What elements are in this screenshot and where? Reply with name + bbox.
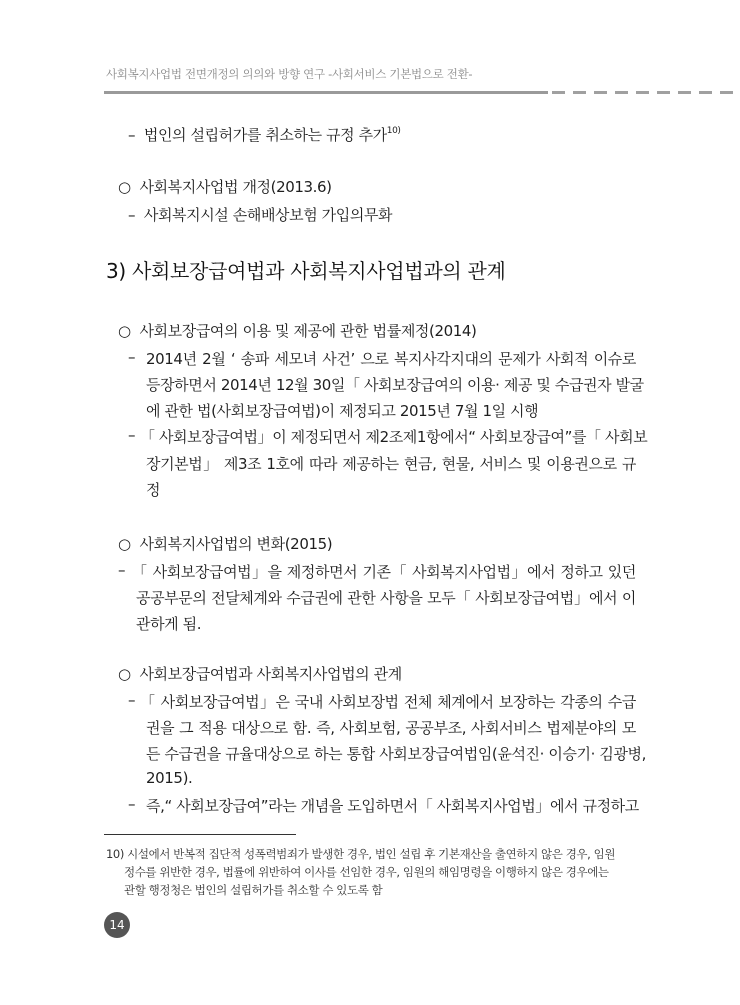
footnote-line: 정수를 위반한 경우, 법률에 위반하여 이사를 선임한 경우, 임원의 해임명령을 이행하지 않은 경우에는: [124, 865, 609, 879]
paragraph-line: 공공부문의 전달체계와 수급권에 관한 사항을 모두「 사회보장급여법」에서 이: [136, 589, 636, 607]
paragraph-line: 2015).: [146, 769, 193, 787]
circle-heading: [118, 533, 332, 554]
footnote-line: 10) 시설에서 반복적 집단적 성폭력범죄가 발생한 경우, 법인 설립 후 기본재산을 출연하지 않은 경우, 임원: [106, 847, 616, 861]
dash-marker: –: [128, 348, 136, 366]
paragraph-line: 관하게 됨.: [136, 615, 202, 633]
paragraph-line: 장기본법」 제3조 1호에 따라 제공하는 현금, 현물, 서비스 및 이용권으로 규: [146, 455, 636, 473]
paragraph-line: 즉,“ 사회보장급여”라는 개념을 도입하면서「 사회복지사업법」에서 규정하고: [146, 797, 639, 815]
dash-marker: –: [128, 691, 136, 709]
page-number-badge: 14: [104, 912, 130, 938]
paragraph-line: 권을 그 적용 대상으로 함. 즉, 사회보험, 공공부조, 사회서비스 법제분야의 모: [146, 719, 636, 737]
paragraph-line: 든 수급권을 규율대상으로 하는 통합 사회보장급여법임(윤석진· 이승기· 김광병,: [146, 745, 647, 763]
bullet-item: [128, 204, 392, 225]
paragraph-line: 에 관한 법(사회보장급여법)이 제정되고 2015년 7월 1일 시행: [146, 402, 539, 420]
dash-marker: –: [128, 206, 136, 224]
heading-text: 사회복지사업법의 변화(2015): [139, 535, 333, 553]
circle-heading: [118, 663, 402, 684]
header-dashed-rule: [552, 91, 740, 94]
dash-marker: –: [128, 426, 136, 444]
circle-marker: ○: [118, 665, 131, 683]
paragraph-line: 「 사회보장급여법」이 제정되면서 제2조제1항에서“ 사회보장급여”를「 사회보: [140, 428, 648, 446]
running-header: 사회복지사업법 전면개정의 의의와 방향 연구 -사회서비스 기본법으로 전환-: [106, 67, 473, 81]
dash-marker: –: [128, 126, 136, 144]
circle-marker: ○: [118, 535, 131, 553]
circle-heading: [118, 176, 332, 197]
footnote-rule: [104, 834, 296, 835]
heading-text: 사회보장급여법과 사회복지사업법의 관계: [139, 665, 402, 683]
bullet-text: 법인의 설립허가를 취소하는 규정 추가: [143, 126, 387, 144]
footnote-line: 관할 행정청은 법인의 설립허가를 취소할 수 있도록 함: [124, 883, 383, 897]
header-rule: [104, 91, 548, 94]
heading-text: 사회보장급여의 이용 및 제공에 관한 법률제정(2014): [139, 322, 477, 340]
dash-marker: –: [128, 795, 136, 813]
circle-marker: ○: [118, 322, 131, 340]
bullet-text: 사회복지시설 손해배상보험 가입의무화: [143, 206, 393, 224]
paragraph-line: 2014년 2월 ‘ 송파 세모녀 사건’ 으로 복지사각지대의 문제가 사회적 이슈로: [146, 350, 636, 368]
heading-text: 사회복지사업법 개정(2013.6): [139, 178, 332, 196]
paragraph-line: 「 사회보장급여법」은 국내 사회보장법 전체 체계에서 보장하는 각종의 수급: [140, 693, 636, 711]
circle-marker: ○: [118, 178, 131, 196]
paragraph-line: 「 사회보장급여법」을 제정하면서 기존「 사회복지사업법」에서 정하고 있던: [132, 563, 636, 581]
circle-heading: [118, 320, 476, 341]
paragraph-line: 등장하면서 2014년 12월 30일「 사회보장급여의 이용· 제공 및 수급권자 발굴: [146, 376, 644, 394]
footnote-ref: 10): [386, 126, 401, 136]
bullet-item: [128, 124, 401, 145]
dash-marker: –: [118, 561, 126, 579]
section-title: 3) 사회보장급여법과 사회복지사업법과의 관계: [106, 259, 506, 283]
paragraph-line: 정: [146, 481, 161, 499]
